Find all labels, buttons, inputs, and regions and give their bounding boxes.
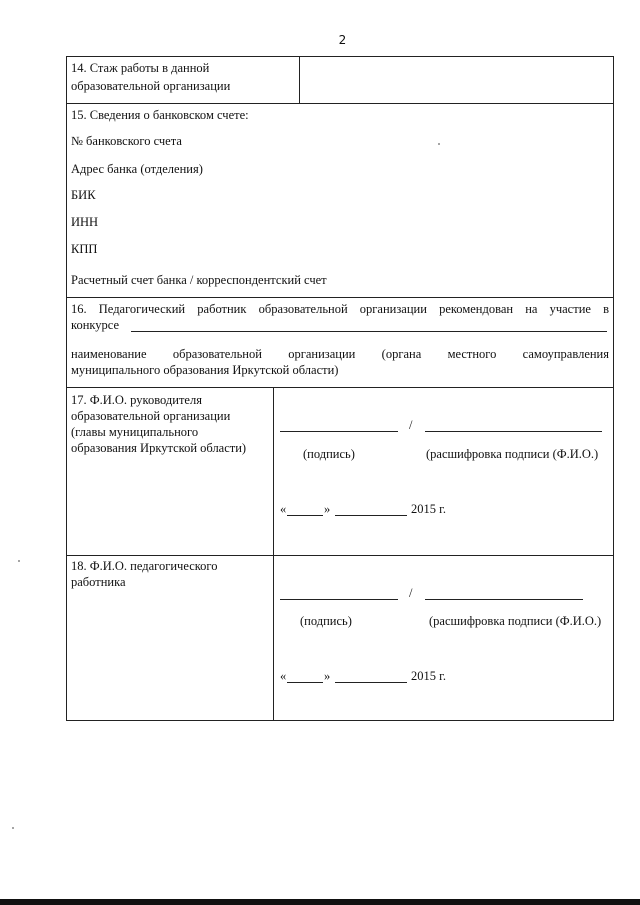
teacher-signature-slash: /: [409, 586, 413, 600]
row-divider: [66, 387, 614, 388]
teacher-date-open-quote: «: [280, 669, 287, 683]
row17-label-line4: образования Иркутской области): [71, 441, 247, 455]
scan-speck: [12, 827, 14, 829]
correspondent-account-label: Расчетный счет банка / корреспондентский счет: [71, 273, 327, 287]
teacher-signature-caption: (подпись): [300, 614, 352, 628]
head-date-open-quote: «: [280, 502, 287, 516]
inn-label: ИНН: [71, 215, 99, 229]
scan-speck: [438, 143, 440, 145]
row16-line1: 16. Педагогический работник образовательной организации рекомендован на участие в: [71, 302, 609, 316]
scan-bottom-edge: [0, 899, 640, 905]
row-divider: [66, 555, 614, 556]
teacher-signature-line[interactable]: [280, 599, 398, 600]
kpp-label: КПП: [71, 242, 98, 256]
teacher-date-close-quote: »: [324, 669, 331, 683]
head-decoding-line[interactable]: [425, 431, 602, 432]
row16-line2-prefix: конкурсе: [71, 318, 120, 332]
row-divider: [66, 103, 614, 104]
teacher-decoding-line[interactable]: [425, 599, 583, 600]
head-signature-caption: (подпись): [303, 447, 355, 461]
row15-title: 15. Сведения о банковском счете:: [71, 108, 249, 122]
row16-caption-line1: наименование образовательной организации (органа местного самоуправления: [71, 347, 609, 361]
row16-caption-line2: муниципального образования Иркутской области): [71, 363, 339, 377]
teacher-decoding-caption: (расшифровка подписи (Ф.И.О.): [429, 614, 602, 628]
head-signature-slash: /: [409, 418, 413, 432]
column-divider: [299, 56, 300, 103]
row18-label-line1: 18. Ф.И.О. педагогического: [71, 559, 218, 573]
head-date-month-line[interactable]: [335, 515, 407, 516]
row18-label-line2: работника: [71, 575, 126, 589]
bank-address-label: Адрес банка (отделения): [71, 162, 203, 176]
page-number: 2: [338, 33, 347, 47]
bank-account-number-label: № банковского счета: [71, 134, 182, 148]
teacher-date-year: 2015 г.: [411, 669, 446, 683]
row14-value-cell[interactable]: [303, 60, 608, 100]
recommendation-input-line[interactable]: [131, 331, 607, 332]
row17-label-line2: образовательной организации: [71, 409, 231, 423]
row-divider: [66, 297, 614, 298]
head-date-close-quote: »: [324, 502, 331, 516]
row17-label-line3: (главы муниципального: [71, 425, 199, 439]
row14-label-line1: 14. Стаж работы в данной: [71, 61, 210, 75]
column-divider: [273, 387, 274, 721]
teacher-date-month-line[interactable]: [335, 682, 407, 683]
scan-speck: [18, 560, 20, 562]
head-date-day-line[interactable]: [287, 515, 323, 516]
head-date-year: 2015 г.: [411, 502, 446, 516]
head-signature-line[interactable]: [280, 431, 398, 432]
row17-label-line1: 17. Ф.И.О. руководителя: [71, 393, 202, 407]
row14-label-line2: образовательной организации: [71, 79, 231, 93]
head-decoding-caption: (расшифровка подписи (Ф.И.О.): [426, 447, 599, 461]
bik-label: БИК: [71, 188, 96, 202]
teacher-date-day-line[interactable]: [287, 682, 323, 683]
